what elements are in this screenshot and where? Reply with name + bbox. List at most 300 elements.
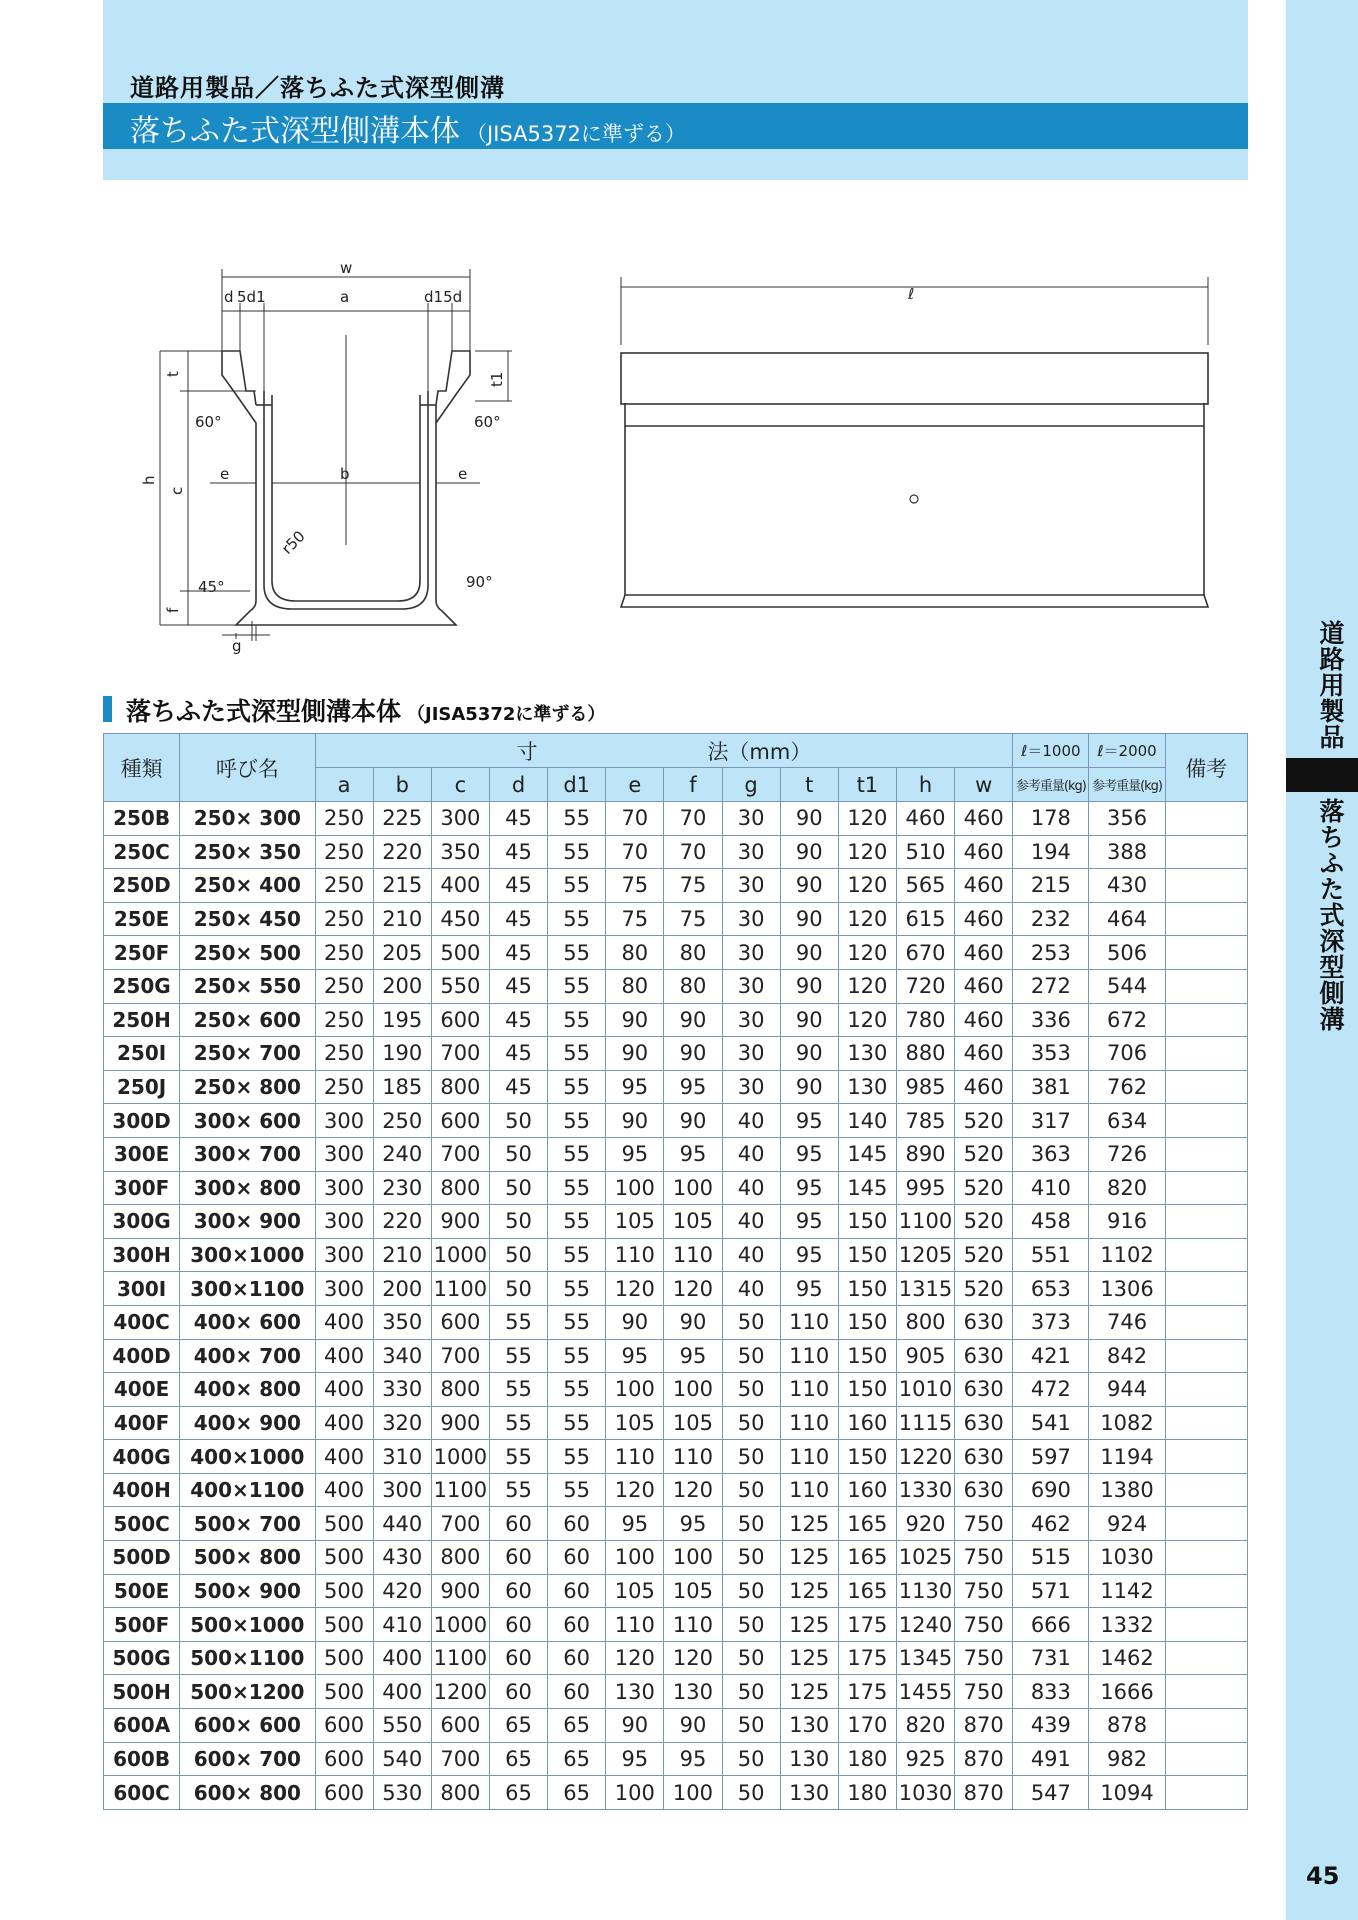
header-dimensions-right: 法（mm） [707, 739, 812, 764]
cell-value: 40 [722, 1205, 780, 1239]
cell-value: 842 [1089, 1339, 1165, 1373]
table-row [104, 1339, 1248, 1373]
table-row [104, 1675, 1248, 1709]
cell-value: 400 [315, 1440, 373, 1474]
cell-value: 50 [722, 1641, 780, 1675]
cell-value: 50 [489, 1205, 547, 1239]
cell-value: 750 [955, 1507, 1013, 1541]
dim-label-angle60-right: 60° [474, 413, 501, 431]
cell-name: 250× 300 [180, 802, 315, 836]
cell-value: 55 [548, 1003, 606, 1037]
cell-value: 356 [1089, 802, 1165, 836]
cell-value: 120 [838, 802, 896, 836]
cell-name: 400× 700 [180, 1339, 315, 1373]
cell-value: 60 [548, 1507, 606, 1541]
cell-value: 95 [664, 1339, 722, 1373]
cell-value: 700 [431, 1507, 489, 1541]
cell-value: 731 [1013, 1641, 1089, 1675]
cell-value: 65 [548, 1776, 606, 1810]
technical-drawing [140, 255, 1220, 665]
cell-value: 75 [606, 869, 664, 903]
cell-value: 1345 [896, 1641, 954, 1675]
cell-value: 45 [489, 902, 547, 936]
table-row [104, 1641, 1248, 1675]
cell-value: 50 [722, 1574, 780, 1608]
cell-value: 50 [722, 1406, 780, 1440]
cell-value: 55 [548, 1037, 606, 1071]
cell-value: 30 [722, 869, 780, 903]
cell-value: 870 [955, 1742, 1013, 1776]
cell-value: 750 [955, 1641, 1013, 1675]
cell-name: 400× 800 [180, 1373, 315, 1407]
cell-value: 1102 [1089, 1238, 1165, 1272]
cell-remarks [1165, 1272, 1247, 1306]
cell-value: 780 [896, 1003, 954, 1037]
cell-remarks [1165, 1507, 1247, 1541]
cell-value: 472 [1013, 1373, 1089, 1407]
cell-remarks [1165, 1709, 1247, 1743]
cell-name: 600× 800 [180, 1776, 315, 1810]
cell-name: 300× 800 [180, 1171, 315, 1205]
cell-value: 439 [1013, 1709, 1089, 1743]
cell-value: 520 [955, 1104, 1013, 1138]
dimension-labels [140, 259, 506, 655]
cell-remarks [1165, 1742, 1247, 1776]
cell-value: 75 [664, 902, 722, 936]
cell-value: 90 [780, 835, 838, 869]
cell-value: 500 [315, 1507, 373, 1541]
cell-value: 571 [1013, 1574, 1089, 1608]
cell-value: 50 [722, 1305, 780, 1339]
cell-value: 55 [548, 1373, 606, 1407]
cell-value: 833 [1013, 1675, 1089, 1709]
cell-value: 90 [606, 1709, 664, 1743]
cell-kind: 250I [104, 1037, 180, 1071]
side-category-label: 道路用製品 [1316, 620, 1345, 750]
cell-remarks [1165, 1070, 1247, 1104]
cell-value: 105 [664, 1574, 722, 1608]
cell-value: 80 [606, 936, 664, 970]
cell-value: 60 [489, 1507, 547, 1541]
cell-value: 634 [1089, 1104, 1165, 1138]
cell-value: 272 [1013, 969, 1089, 1003]
cell-value: 880 [896, 1037, 954, 1071]
cell-value: 460 [955, 802, 1013, 836]
cell-value: 50 [722, 1608, 780, 1642]
table-row [104, 1742, 1248, 1776]
cell-kind: 500F [104, 1608, 180, 1642]
cell-value: 300 [315, 1104, 373, 1138]
header-col-b: b [373, 768, 431, 802]
cell-value: 900 [431, 1205, 489, 1239]
cell-value: 95 [664, 1507, 722, 1541]
cell-value: 55 [548, 1137, 606, 1171]
cell-value: 105 [664, 1406, 722, 1440]
cell-kind: 500C [104, 1507, 180, 1541]
dim-label-d: d [224, 288, 234, 306]
cell-value: 653 [1013, 1272, 1089, 1306]
cell-value: 1000 [431, 1440, 489, 1474]
cell-value: 381 [1013, 1070, 1089, 1104]
cell-value: 95 [664, 1742, 722, 1776]
header-col-t1: t1 [838, 768, 896, 802]
cell-value: 220 [373, 1205, 431, 1239]
cell-value: 178 [1013, 802, 1089, 836]
table-header [104, 734, 1248, 802]
cell-value: 55 [548, 902, 606, 936]
cell-value: 180 [838, 1776, 896, 1810]
cell-value: 430 [373, 1541, 431, 1575]
cell-value: 450 [431, 902, 489, 936]
cell-value: 160 [838, 1406, 896, 1440]
cell-value: 45 [489, 969, 547, 1003]
cell-remarks [1165, 835, 1247, 869]
cell-value: 90 [664, 1305, 722, 1339]
cell-value: 110 [780, 1339, 838, 1373]
dim-label-a: a [340, 288, 350, 306]
cell-value: 720 [896, 969, 954, 1003]
cell-value: 105 [606, 1574, 664, 1608]
cell-kind: 250H [104, 1003, 180, 1037]
cell-value: 130 [780, 1776, 838, 1810]
cell-value: 250 [315, 1037, 373, 1071]
cell-value: 75 [606, 902, 664, 936]
table-row [104, 802, 1248, 836]
cell-value: 1000 [431, 1238, 489, 1272]
cell-value: 50 [489, 1171, 547, 1205]
cell-value: 50 [722, 1776, 780, 1810]
cell-value: 1025 [896, 1541, 954, 1575]
cell-value: 200 [373, 969, 431, 1003]
cell-value: 45 [489, 869, 547, 903]
cell-name: 400×1000 [180, 1440, 315, 1474]
cell-value: 672 [1089, 1003, 1165, 1037]
cell-value: 700 [431, 1137, 489, 1171]
cell-value: 746 [1089, 1305, 1165, 1339]
cell-value: 460 [955, 936, 1013, 970]
table-row [104, 1608, 1248, 1642]
cell-value: 300 [315, 1238, 373, 1272]
cell-value: 130 [838, 1070, 896, 1104]
header-col-f: f [664, 768, 722, 802]
cell-value: 410 [373, 1608, 431, 1642]
cell-value: 800 [431, 1070, 489, 1104]
cell-value: 330 [373, 1373, 431, 1407]
cell-value: 190 [373, 1037, 431, 1071]
cell-kind: 250D [104, 869, 180, 903]
cell-value: 65 [489, 1709, 547, 1743]
cell-value: 95 [780, 1137, 838, 1171]
cell-value: 925 [896, 1742, 954, 1776]
cell-value: 250 [315, 835, 373, 869]
cell-value: 105 [664, 1205, 722, 1239]
cell-value: 400 [315, 1406, 373, 1440]
dim-label-c: c [168, 486, 186, 495]
cell-remarks [1165, 936, 1247, 970]
cell-value: 800 [431, 1776, 489, 1810]
cell-value: 60 [548, 1608, 606, 1642]
cell-value: 130 [664, 1675, 722, 1709]
cell-value: 1194 [1089, 1440, 1165, 1474]
cell-kind: 300G [104, 1205, 180, 1239]
cell-value: 400 [373, 1675, 431, 1709]
cell-value: 500 [315, 1541, 373, 1575]
cell-value: 110 [780, 1305, 838, 1339]
cell-value: 500 [431, 936, 489, 970]
cell-value: 55 [489, 1406, 547, 1440]
dim-label-angle90: 90° [466, 573, 493, 591]
cell-name: 500×1100 [180, 1641, 315, 1675]
cell-name: 250× 450 [180, 902, 315, 936]
table-row [104, 1104, 1248, 1138]
cell-value: 50 [489, 1104, 547, 1138]
cell-value: 460 [955, 1070, 1013, 1104]
cell-value: 165 [838, 1507, 896, 1541]
cell-value: 1455 [896, 1675, 954, 1709]
cell-value: 160 [838, 1473, 896, 1507]
cell-value: 530 [373, 1776, 431, 1810]
header-col-a: a [315, 768, 373, 802]
cell-value: 982 [1089, 1742, 1165, 1776]
cell-value: 50 [722, 1440, 780, 1474]
cell-value: 110 [780, 1406, 838, 1440]
cell-value: 50 [722, 1742, 780, 1776]
cell-name: 600× 700 [180, 1742, 315, 1776]
cell-value: 1100 [431, 1641, 489, 1675]
cell-remarks [1165, 1574, 1247, 1608]
cell-value: 50 [489, 1238, 547, 1272]
cell-value: 30 [722, 936, 780, 970]
cell-value: 130 [780, 1742, 838, 1776]
cell-value: 120 [838, 1003, 896, 1037]
cell-value: 100 [606, 1776, 664, 1810]
cell-value: 45 [489, 936, 547, 970]
cell-value: 1100 [431, 1272, 489, 1306]
header-weight-1000: 参考重量(kg) [1013, 768, 1089, 802]
cell-value: 150 [838, 1373, 896, 1407]
cell-remarks [1165, 1339, 1247, 1373]
cell-value: 400 [315, 1473, 373, 1507]
cell-kind: 250E [104, 902, 180, 936]
cell-value: 100 [664, 1171, 722, 1205]
cell-remarks [1165, 1305, 1247, 1339]
cell-value: 55 [489, 1339, 547, 1373]
page-title-standard: （JISA5372に準ずる） [466, 122, 686, 146]
cell-value: 40 [722, 1171, 780, 1205]
cell-value: 300 [431, 802, 489, 836]
section-title-text: 落ちふた式深型側溝本体 [126, 697, 402, 726]
cell-value: 120 [664, 1473, 722, 1507]
cell-value: 110 [606, 1238, 664, 1272]
header-name: 呼び名 [180, 734, 315, 802]
cell-value: 400 [373, 1641, 431, 1675]
cell-value: 150 [838, 1272, 896, 1306]
cell-name: 250× 550 [180, 969, 315, 1003]
table-row [104, 1305, 1248, 1339]
cell-value: 870 [955, 1709, 1013, 1743]
cell-value: 440 [373, 1507, 431, 1541]
cell-value: 336 [1013, 1003, 1089, 1037]
cell-value: 520 [955, 1171, 1013, 1205]
cell-value: 65 [548, 1709, 606, 1743]
cell-value: 597 [1013, 1440, 1089, 1474]
cell-value: 690 [1013, 1473, 1089, 1507]
cell-value: 600 [431, 1003, 489, 1037]
table-row [104, 1776, 1248, 1810]
cell-kind: 250F [104, 936, 180, 970]
cell-value: 185 [373, 1070, 431, 1104]
cell-value: 95 [606, 1339, 664, 1373]
cell-value: 100 [664, 1541, 722, 1575]
cell-value: 120 [838, 969, 896, 1003]
cell-value: 55 [548, 1070, 606, 1104]
cell-value: 421 [1013, 1339, 1089, 1373]
cell-value: 55 [548, 1205, 606, 1239]
cell-value: 373 [1013, 1305, 1089, 1339]
cell-remarks [1165, 1776, 1247, 1810]
cell-value: 70 [664, 802, 722, 836]
dim-label-5d1: 5d1 [237, 288, 266, 306]
cell-value: 340 [373, 1339, 431, 1373]
cell-value: 670 [896, 936, 954, 970]
cell-value: 40 [722, 1137, 780, 1171]
cell-value: 706 [1089, 1037, 1165, 1071]
cell-remarks [1165, 869, 1247, 903]
cell-value: 30 [722, 835, 780, 869]
cell-value: 50 [722, 1541, 780, 1575]
cell-value: 1306 [1089, 1272, 1165, 1306]
cell-value: 420 [373, 1574, 431, 1608]
cell-value: 55 [548, 1305, 606, 1339]
cell-name: 500×1200 [180, 1675, 315, 1709]
cell-value: 1330 [896, 1473, 954, 1507]
dim-label-f: f [164, 607, 182, 613]
cell-value: 65 [548, 1742, 606, 1776]
cell-remarks [1165, 1675, 1247, 1709]
table-row [104, 1373, 1248, 1407]
cell-value: 800 [431, 1171, 489, 1205]
cell-remarks [1165, 1440, 1247, 1474]
cell-value: 500 [315, 1574, 373, 1608]
cell-value: 120 [838, 869, 896, 903]
cell-kind: 600A [104, 1709, 180, 1743]
cell-value: 140 [838, 1104, 896, 1138]
cell-value: 762 [1089, 1070, 1165, 1104]
cell-value: 90 [780, 936, 838, 970]
cell-value: 544 [1089, 969, 1165, 1003]
cell-value: 120 [606, 1641, 664, 1675]
cell-value: 400 [315, 1305, 373, 1339]
cell-value: 458 [1013, 1205, 1089, 1239]
cell-value: 250 [315, 902, 373, 936]
cell-value: 60 [489, 1541, 547, 1575]
cell-value: 1030 [896, 1776, 954, 1810]
table-row [104, 969, 1248, 1003]
cell-value: 80 [664, 936, 722, 970]
header-col-w: w [955, 768, 1013, 802]
cell-remarks [1165, 1406, 1247, 1440]
cell-value: 820 [1089, 1171, 1165, 1205]
cell-value: 195 [373, 1003, 431, 1037]
cell-value: 878 [1089, 1709, 1165, 1743]
section-title [126, 692, 605, 728]
side-view [621, 277, 1208, 607]
cell-value: 460 [955, 1037, 1013, 1071]
cell-value: 130 [606, 1675, 664, 1709]
cell-remarks [1165, 902, 1247, 936]
cell-kind: 400E [104, 1373, 180, 1407]
cell-value: 230 [373, 1171, 431, 1205]
cell-value: 125 [780, 1641, 838, 1675]
cell-value: 50 [722, 1507, 780, 1541]
cell-value: 175 [838, 1608, 896, 1642]
cell-value: 410 [1013, 1171, 1089, 1205]
cell-value: 460 [896, 802, 954, 836]
dim-label-e-left: e [220, 465, 230, 483]
cell-value: 916 [1089, 1205, 1165, 1239]
cell-value: 600 [431, 1104, 489, 1138]
table-row [104, 1473, 1248, 1507]
cell-value: 363 [1013, 1137, 1089, 1171]
cell-value: 750 [955, 1574, 1013, 1608]
cell-value: 1666 [1089, 1675, 1165, 1709]
dim-label-t1: t1 [488, 371, 506, 387]
cell-value: 1462 [1089, 1641, 1165, 1675]
cell-value: 551 [1013, 1238, 1089, 1272]
table-row [104, 1003, 1248, 1037]
cell-value: 30 [722, 1037, 780, 1071]
cell-value: 90 [780, 902, 838, 936]
cell-value: 150 [838, 1238, 896, 1272]
cell-value: 194 [1013, 835, 1089, 869]
cell-value: 170 [838, 1709, 896, 1743]
cell-value: 500 [315, 1675, 373, 1709]
cell-value: 105 [606, 1205, 664, 1239]
cell-value: 985 [896, 1070, 954, 1104]
cell-name: 500× 700 [180, 1507, 315, 1541]
cell-remarks [1165, 1373, 1247, 1407]
cell-value: 920 [896, 1507, 954, 1541]
cell-value: 300 [315, 1272, 373, 1306]
cell-remarks [1165, 1003, 1247, 1037]
cell-value: 55 [489, 1305, 547, 1339]
cell-kind: 300H [104, 1238, 180, 1272]
side-active-marker [1286, 758, 1358, 792]
cell-kind: 250C [104, 835, 180, 869]
cell-name: 500×1000 [180, 1608, 315, 1642]
cell-value: 510 [896, 835, 954, 869]
cell-value: 515 [1013, 1541, 1089, 1575]
cell-name: 250× 400 [180, 869, 315, 903]
cell-value: 55 [548, 1339, 606, 1373]
cell-value: 1220 [896, 1440, 954, 1474]
cell-remarks [1165, 802, 1247, 836]
cell-value: 45 [489, 1037, 547, 1071]
cell-kind: 400D [104, 1339, 180, 1373]
cell-value: 205 [373, 936, 431, 970]
cell-value: 460 [955, 869, 1013, 903]
side-product-label: 落ちふた式深型側溝 [1316, 798, 1345, 1032]
cell-value: 130 [838, 1037, 896, 1071]
cell-value: 250 [373, 1104, 431, 1138]
cell-value: 125 [780, 1541, 838, 1575]
cell-value: 388 [1089, 835, 1165, 869]
cell-value: 90 [780, 802, 838, 836]
page-title [130, 106, 686, 150]
cell-name: 300× 600 [180, 1104, 315, 1138]
cell-value: 800 [431, 1373, 489, 1407]
cell-value: 1000 [431, 1608, 489, 1642]
